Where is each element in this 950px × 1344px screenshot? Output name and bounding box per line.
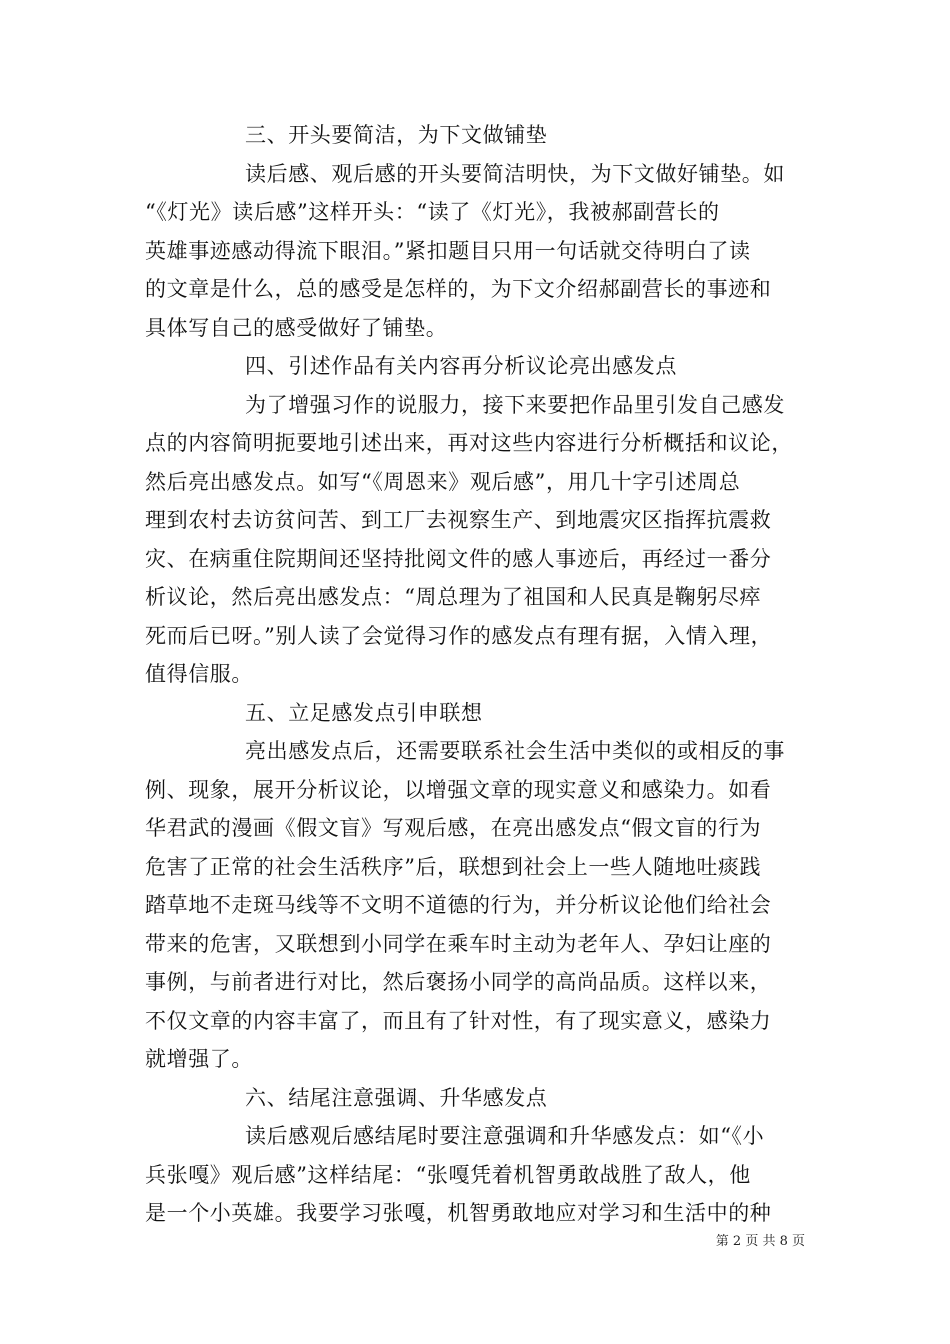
section-heading: 四、引述作品有关内容再分析议论亮出感发点 [245,354,677,378]
paragraph-line: 为了增强习作的说服力，接下来要把作品里引发自己感发 [245,392,785,417]
section-heading: 六、结尾注意强调、升华感发点 [245,1085,548,1110]
paragraph-line: 然后亮出感发点。如写“《周恩来》观后感”，用几十字引述周总 [145,469,741,494]
paragraph-line: 读后感、观后感的开头要简洁明快，为下文做好铺垫。如 [245,161,785,186]
section-heading: 三、开头要简洁，为下文做铺垫 [245,123,548,147]
paragraph-line: 不仅文章的内容丰富了，而且有了针对性，有了现实意义，感染力 [145,1008,772,1033]
paragraph-line: 就增强了。 [145,1047,253,1071]
paragraph-line: 事例，与前者进行对比，然后褒扬小同学的高尚品质。这样以来， [145,970,772,994]
paragraph-line: 带来的危害，又联想到小同学在乘车时主动为老年人、孕妇让座的 [145,931,772,956]
paragraph-line: “《灯光》读后感”这样开头：“读了《灯光》，我被郝副营长的 [145,200,720,224]
section-heading: 五、立足感发点引申联想 [245,700,483,725]
paragraph-line: 值得信服。 [145,662,253,686]
paragraph-line: 死而后已呀。”别人读了会觉得习作的感发点有理有据，入情入理， [145,623,773,648]
paragraph-line: 点的内容简明扼要地引述出来，再对这些内容进行分析概括和议论， [145,431,793,455]
paragraph-line: 危害了正常的社会生活秩序”后，联想到社会上一些人随地吐痰践 [145,854,762,879]
paragraph-line: 英雄事迹感动得流下眼泪。”紧扣题目只用一句话就交待明白了读 [145,238,751,263]
paragraph-line: 兵张嘎》观后感”这样结尾：“张嘎凭着机智勇敢战胜了敌人，他 [145,1162,751,1187]
paragraph-line: 理到农村去访贫问苦、到工厂去视察生产、到地震灾区指挥抗震救 [145,508,772,532]
paragraph-line: 灾、在病重住院期间还坚持批阅文件的感人事迹后，再经过一番分 [145,546,772,571]
paragraph-line: 华君武的漫画《假文盲》写观后感，在亮出感发点“假文盲的行为 [145,816,762,840]
page-number: 第 2 页 共 8 页 [715,1234,805,1249]
paragraph-line: 的文章是什么，总的感受是怎样的，为下文介绍郝副营长的事迹和 [145,277,772,301]
paragraph-line: 亮出感发点后，还需要联系社会生活中类似的或相反的事 [245,739,785,763]
paragraph-line: 踏草地不走斑马线等不文明不道德的行为，并分析议论他们给社会 [145,893,772,917]
paragraph-line: 例、现象，展开分析议论，以增强文章的现实意义和感染力。如看 [145,777,772,802]
paragraph-line: 析议论，然后亮出感发点：“周总理为了祖国和人民真是鞠躬尽瘁 [145,585,762,609]
document-body [145,116,813,1233]
paragraph-line: 是一个小英雄。我要学习张嘎，机智勇敢地应对学习和生活中的种 [145,1201,772,1225]
paragraph-line: 读后感观后感结尾时要注意强调和升华感发点：如“《小 [245,1124,765,1148]
paragraph-line: 具体写自己的感受做好了铺垫。 [145,315,448,340]
